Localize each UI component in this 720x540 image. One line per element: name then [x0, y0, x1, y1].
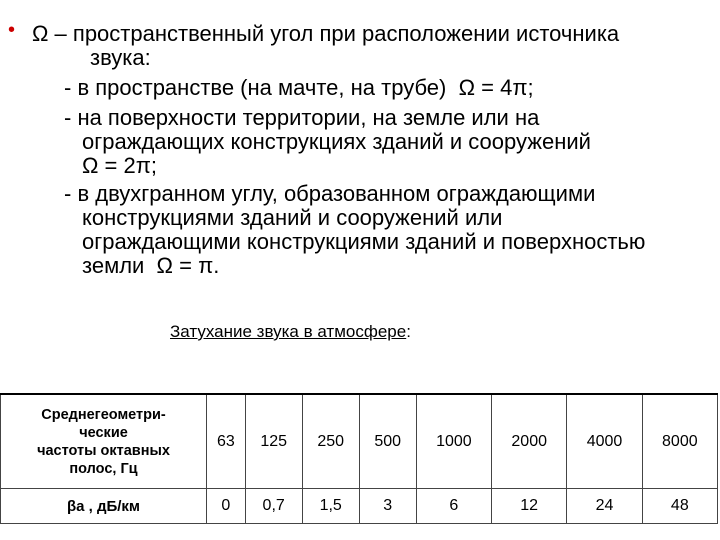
- frequency-cell: 63: [207, 394, 246, 489]
- attenuation-cell: 6: [416, 489, 491, 524]
- caption-suffix: :: [406, 322, 411, 341]
- attenuation-table: [0, 393, 718, 524]
- frequency-cell: 250: [302, 394, 359, 489]
- text-line: ограждающими конструкциями зданий и поверхностью: [82, 229, 646, 254]
- bullet-marker: •: [8, 19, 16, 41]
- text-line: земли Ω = π.: [82, 253, 220, 278]
- frequency-cell: 125: [245, 394, 302, 489]
- header-label-line: ческие: [79, 424, 128, 441]
- table-row: [1, 394, 718, 489]
- caption-text: Затухание звука в атмосфере: [170, 322, 407, 341]
- attenuation-cell: 48: [642, 489, 717, 524]
- text-line: Ω = 2π;: [82, 153, 158, 178]
- header-label-line: частоты октавных: [37, 442, 170, 459]
- header-label-line: Среднегеометри-: [41, 406, 166, 423]
- attenuation-cell: 0: [207, 489, 246, 524]
- attenuation-cell: 1,5: [302, 489, 359, 524]
- attenuation-cell: 12: [492, 489, 567, 524]
- header-label-line: полос, Гц: [69, 460, 138, 477]
- table-row: [1, 489, 718, 524]
- text-line: конструкциями зданий и сооружений или: [82, 205, 503, 230]
- attenuation-header-cell: βа , дБ/км: [1, 489, 207, 524]
- attenuation-cell: 3: [359, 489, 416, 524]
- frequency-cell: 4000: [567, 394, 642, 489]
- text-line: - в пространстве (на мачте, на трубе) Ω = 4π;: [64, 75, 534, 100]
- frequency-header-cell: [1, 394, 207, 489]
- attenuation-cell: 24: [567, 489, 642, 524]
- attenuation-cell: 0,7: [245, 489, 302, 524]
- text-line: звука:: [90, 45, 151, 70]
- frequency-cell: 500: [359, 394, 416, 489]
- text-line: - в двухгранном углу, образованном ограждающими: [64, 181, 596, 206]
- text-line: ограждающих конструкциях зданий и сооружений: [82, 129, 591, 154]
- frequency-cell: 1000: [416, 394, 491, 489]
- text-line: Ω – пространственный угол при расположении источника: [32, 21, 620, 46]
- text-line: - на поверхности территории, на земле или на: [64, 105, 540, 130]
- frequency-cell: 8000: [642, 394, 717, 489]
- table-caption: [170, 322, 411, 342]
- frequency-cell: 2000: [492, 394, 567, 489]
